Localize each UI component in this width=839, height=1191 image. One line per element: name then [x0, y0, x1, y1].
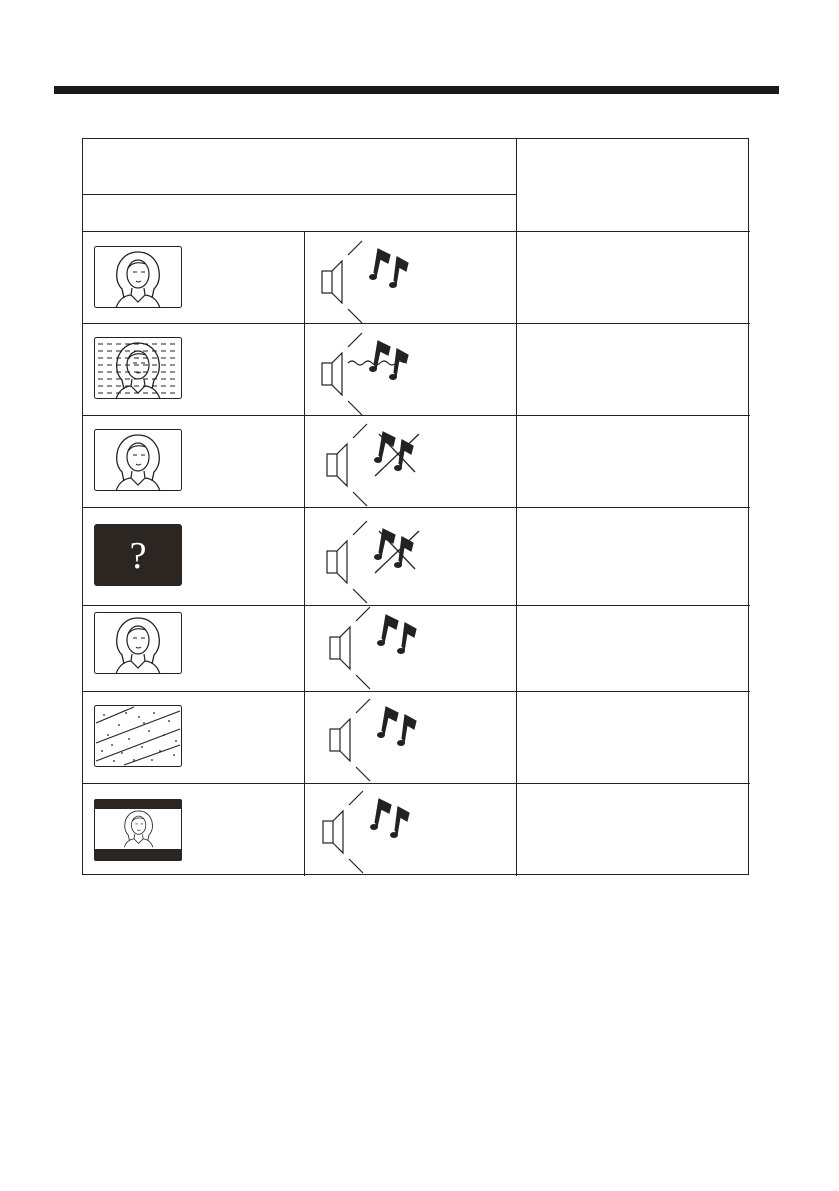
- speaker-muted-icon: [323, 521, 423, 601]
- speaker-normal-icon: [326, 607, 426, 687]
- picture-normal-image: [94, 429, 182, 491]
- speaker-normal-icon: [318, 241, 418, 321]
- speaker-normal-icon: [326, 699, 426, 779]
- row-divider: [83, 605, 750, 606]
- col-divider-sound: [304, 231, 305, 876]
- troubleshooting-table: [82, 138, 749, 875]
- top-rule: [54, 86, 779, 94]
- header-bottom-rule: [83, 231, 750, 232]
- picture-snow-image: [94, 705, 182, 767]
- picture-normal-image: [94, 246, 182, 308]
- row-divider: [83, 415, 750, 416]
- picture-letterbox-image: [94, 799, 182, 861]
- row-divider: [83, 507, 750, 508]
- speaker-normal-icon: [319, 791, 419, 871]
- row-divider: [83, 323, 750, 324]
- speaker-noisy-icon: [318, 333, 418, 413]
- speaker-muted-icon: [323, 424, 423, 504]
- picture-no-signal-image: [94, 524, 182, 586]
- no-signal-glyph: ?: [129, 535, 147, 577]
- picture-normal-image: [94, 612, 182, 674]
- header-divider: [83, 194, 516, 195]
- row-divider: [83, 691, 750, 692]
- row-divider: [83, 783, 750, 784]
- picture-interference-image: [94, 337, 182, 399]
